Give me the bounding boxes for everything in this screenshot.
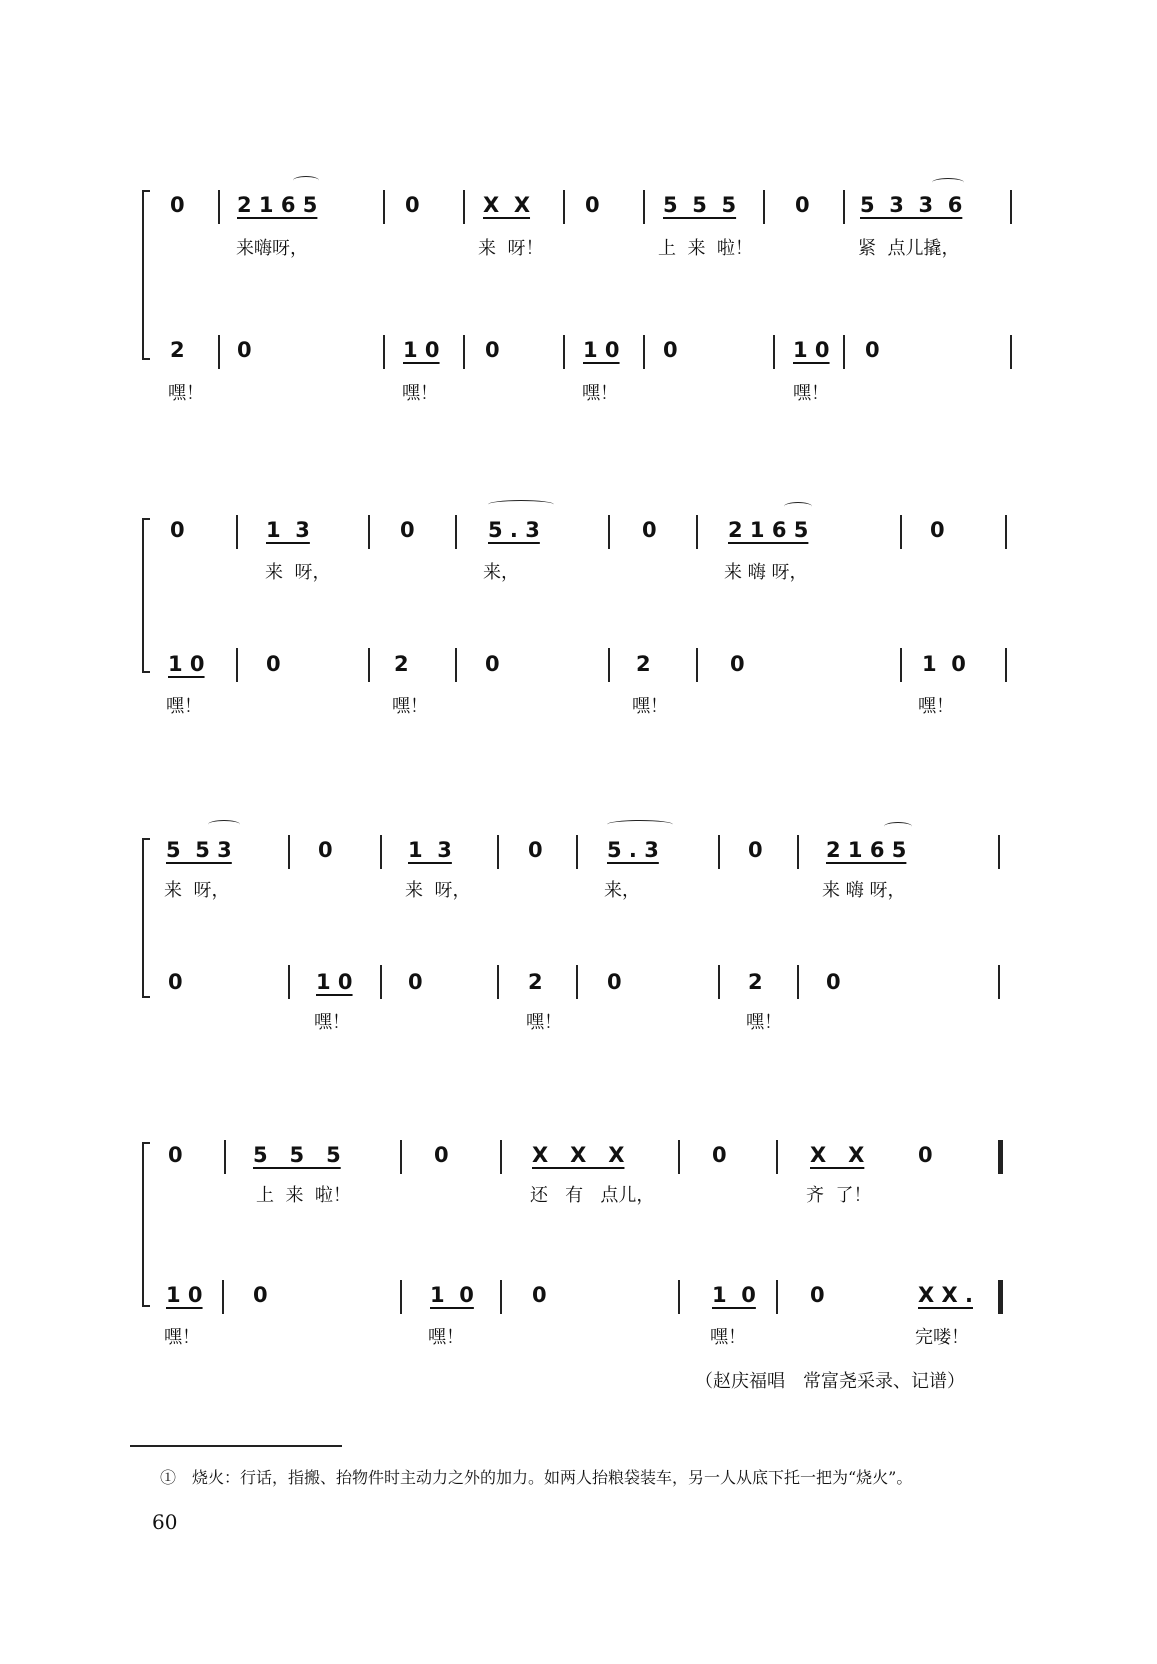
lyric: 来， bbox=[483, 562, 519, 583]
system-brace bbox=[142, 190, 144, 360]
note: 5 . 3 bbox=[607, 838, 659, 862]
slur bbox=[488, 500, 554, 509]
note: 5 3 3 6 bbox=[860, 193, 963, 217]
lyric: 嘿！ bbox=[428, 1327, 464, 1348]
note: 0 bbox=[585, 193, 600, 217]
note: 0 bbox=[253, 1283, 268, 1307]
note: X X bbox=[483, 193, 531, 217]
barline bbox=[776, 1140, 778, 1174]
note: 0 bbox=[532, 1283, 547, 1307]
lyric: 完喽！ bbox=[915, 1327, 969, 1348]
barline bbox=[1005, 515, 1007, 549]
note: 0 bbox=[795, 193, 810, 217]
lyric: 来 呀， bbox=[164, 880, 230, 901]
note: 1 3 bbox=[266, 518, 310, 542]
note: 0 bbox=[485, 338, 500, 362]
note: 0 bbox=[168, 1143, 183, 1167]
final-barline bbox=[998, 1280, 1003, 1314]
slur bbox=[208, 820, 240, 829]
barline bbox=[236, 648, 238, 682]
barline bbox=[1010, 335, 1012, 369]
note: X X . bbox=[918, 1283, 973, 1307]
note: 2 bbox=[636, 652, 651, 676]
lyric: 嘿！ bbox=[632, 696, 668, 717]
barline bbox=[1010, 190, 1012, 224]
slur bbox=[884, 822, 912, 831]
note: 0 bbox=[663, 338, 678, 362]
barline bbox=[400, 1280, 402, 1314]
note: 0 bbox=[485, 652, 500, 676]
barline bbox=[222, 1280, 224, 1314]
note: 0 bbox=[266, 652, 281, 676]
note: 0 bbox=[237, 338, 252, 362]
barline bbox=[288, 965, 290, 999]
barline bbox=[763, 190, 765, 224]
lyric: 嘿！ bbox=[793, 383, 829, 404]
lyric: 嘿！ bbox=[168, 383, 204, 404]
note: 0 bbox=[930, 518, 945, 542]
lyric: 嘿！ bbox=[746, 1012, 782, 1033]
lyric: 嘿！ bbox=[918, 696, 954, 717]
slur bbox=[607, 820, 673, 829]
note: 1 0 bbox=[403, 338, 440, 362]
system-brace bbox=[142, 518, 144, 673]
barline bbox=[455, 648, 457, 682]
note: 2 bbox=[528, 970, 543, 994]
lyric: 嘿！ bbox=[582, 383, 618, 404]
credit-line: （赵庆福唱 常富尧采录、记谱） bbox=[695, 1371, 965, 1392]
barline bbox=[718, 835, 720, 869]
note: 0 bbox=[748, 838, 763, 862]
note: 0 bbox=[642, 518, 657, 542]
lyric: 还 有 点儿， bbox=[530, 1185, 655, 1206]
note: 0 bbox=[826, 970, 841, 994]
barline bbox=[643, 190, 645, 224]
lyric: 来 嗨 呀， bbox=[822, 880, 906, 901]
barline bbox=[797, 835, 799, 869]
lyric: 来 呀， bbox=[265, 562, 331, 583]
note: 0 bbox=[168, 970, 183, 994]
lyric: 紧 点儿撬， bbox=[858, 238, 960, 259]
barline bbox=[998, 965, 1000, 999]
note: 5 . 3 bbox=[488, 518, 540, 542]
note: 1 0 bbox=[712, 1283, 756, 1307]
note: 0 bbox=[528, 838, 543, 862]
note: 1 0 bbox=[316, 970, 353, 994]
note: 1 0 bbox=[430, 1283, 474, 1307]
barline bbox=[643, 335, 645, 369]
note: 2 1 6 5 bbox=[826, 838, 907, 862]
barline bbox=[718, 965, 720, 999]
note: 0 bbox=[730, 652, 745, 676]
barline bbox=[368, 648, 370, 682]
note: 0 bbox=[712, 1143, 727, 1167]
barline bbox=[696, 515, 698, 549]
slur bbox=[784, 502, 812, 511]
note: 1 0 bbox=[166, 1283, 203, 1307]
footnote-rule bbox=[130, 1445, 342, 1447]
note: 0 bbox=[865, 338, 880, 362]
barline bbox=[843, 335, 845, 369]
note: 2 bbox=[748, 970, 763, 994]
barline bbox=[368, 515, 370, 549]
barline bbox=[400, 1140, 402, 1174]
barline bbox=[224, 1140, 226, 1174]
barline bbox=[236, 515, 238, 549]
lyric: 齐 了！ bbox=[806, 1185, 872, 1206]
barline bbox=[998, 835, 1000, 869]
slur bbox=[293, 176, 319, 185]
barline bbox=[900, 648, 902, 682]
lyric: 嘿！ bbox=[526, 1012, 562, 1033]
note: 1 0 bbox=[168, 652, 205, 676]
system-brace bbox=[142, 838, 144, 998]
barline bbox=[608, 648, 610, 682]
barline bbox=[576, 965, 578, 999]
note: 0 bbox=[170, 193, 185, 217]
barline bbox=[383, 190, 385, 224]
lyric: 来 嗨 呀， bbox=[724, 562, 808, 583]
note: 0 bbox=[918, 1143, 933, 1167]
note: 0 bbox=[408, 970, 423, 994]
note: 0 bbox=[318, 838, 333, 862]
barline bbox=[497, 965, 499, 999]
barline bbox=[497, 835, 499, 869]
barline bbox=[1005, 648, 1007, 682]
barline bbox=[463, 190, 465, 224]
footnote: ① 烧火：行话，指搬、抬物件时主动力之外的加力。如两人抬粮袋装车，另一人从底下托一把为“烧火”。 bbox=[160, 1468, 913, 1487]
lyric: 嘿！ bbox=[392, 696, 428, 717]
barline bbox=[576, 835, 578, 869]
barline bbox=[773, 335, 775, 369]
slur bbox=[932, 178, 964, 187]
barline bbox=[500, 1140, 502, 1174]
lyric: 上 来 啦！ bbox=[658, 238, 753, 259]
barline bbox=[678, 1280, 680, 1314]
note: 5 5 3 bbox=[166, 838, 232, 862]
lyric: 嘿！ bbox=[164, 1327, 200, 1348]
barline bbox=[563, 335, 565, 369]
page-number: 60 bbox=[152, 1510, 178, 1534]
barline bbox=[383, 335, 385, 369]
lyric: 来， bbox=[604, 880, 640, 901]
note: 5 5 5 bbox=[253, 1143, 341, 1167]
note: 1 0 bbox=[583, 338, 620, 362]
barline bbox=[455, 515, 457, 549]
note: 0 bbox=[170, 518, 185, 542]
barline bbox=[678, 1140, 680, 1174]
lyric: 来 呀！ bbox=[478, 238, 544, 259]
note: 1 0 bbox=[922, 652, 966, 676]
lyric: 嘿！ bbox=[402, 383, 438, 404]
lyric: 来 呀， bbox=[405, 880, 471, 901]
barline bbox=[218, 335, 220, 369]
lyric: 上 来 啦！ bbox=[256, 1185, 351, 1206]
note: 2 1 6 5 bbox=[237, 193, 318, 217]
barline bbox=[563, 190, 565, 224]
note: 5 5 5 bbox=[663, 193, 737, 217]
note: 1 3 bbox=[408, 838, 452, 862]
barline bbox=[696, 648, 698, 682]
note: 1 0 bbox=[793, 338, 830, 362]
barline bbox=[380, 835, 382, 869]
note: 0 bbox=[607, 970, 622, 994]
barline bbox=[776, 1280, 778, 1314]
barline bbox=[463, 335, 465, 369]
note: 0 bbox=[810, 1283, 825, 1307]
final-barline bbox=[998, 1140, 1003, 1174]
barline bbox=[500, 1280, 502, 1314]
barline bbox=[608, 515, 610, 549]
barline bbox=[843, 190, 845, 224]
note: 0 bbox=[400, 518, 415, 542]
note: 2 bbox=[170, 338, 185, 362]
note: 2 bbox=[394, 652, 409, 676]
note: X X X bbox=[532, 1143, 625, 1167]
barline bbox=[288, 835, 290, 869]
barline bbox=[900, 515, 902, 549]
lyric: 嘿！ bbox=[166, 696, 202, 717]
note: X X bbox=[810, 1143, 865, 1167]
system-brace bbox=[142, 1142, 144, 1307]
barline bbox=[380, 965, 382, 999]
lyric: 来嗨呀， bbox=[236, 238, 308, 259]
barline bbox=[797, 965, 799, 999]
lyric: 嘿！ bbox=[314, 1012, 350, 1033]
note: 0 bbox=[405, 193, 420, 217]
note: 0 bbox=[434, 1143, 449, 1167]
lyric: 嘿！ bbox=[710, 1327, 746, 1348]
note: 2 1 6 5 bbox=[728, 518, 809, 542]
barline bbox=[218, 190, 220, 224]
